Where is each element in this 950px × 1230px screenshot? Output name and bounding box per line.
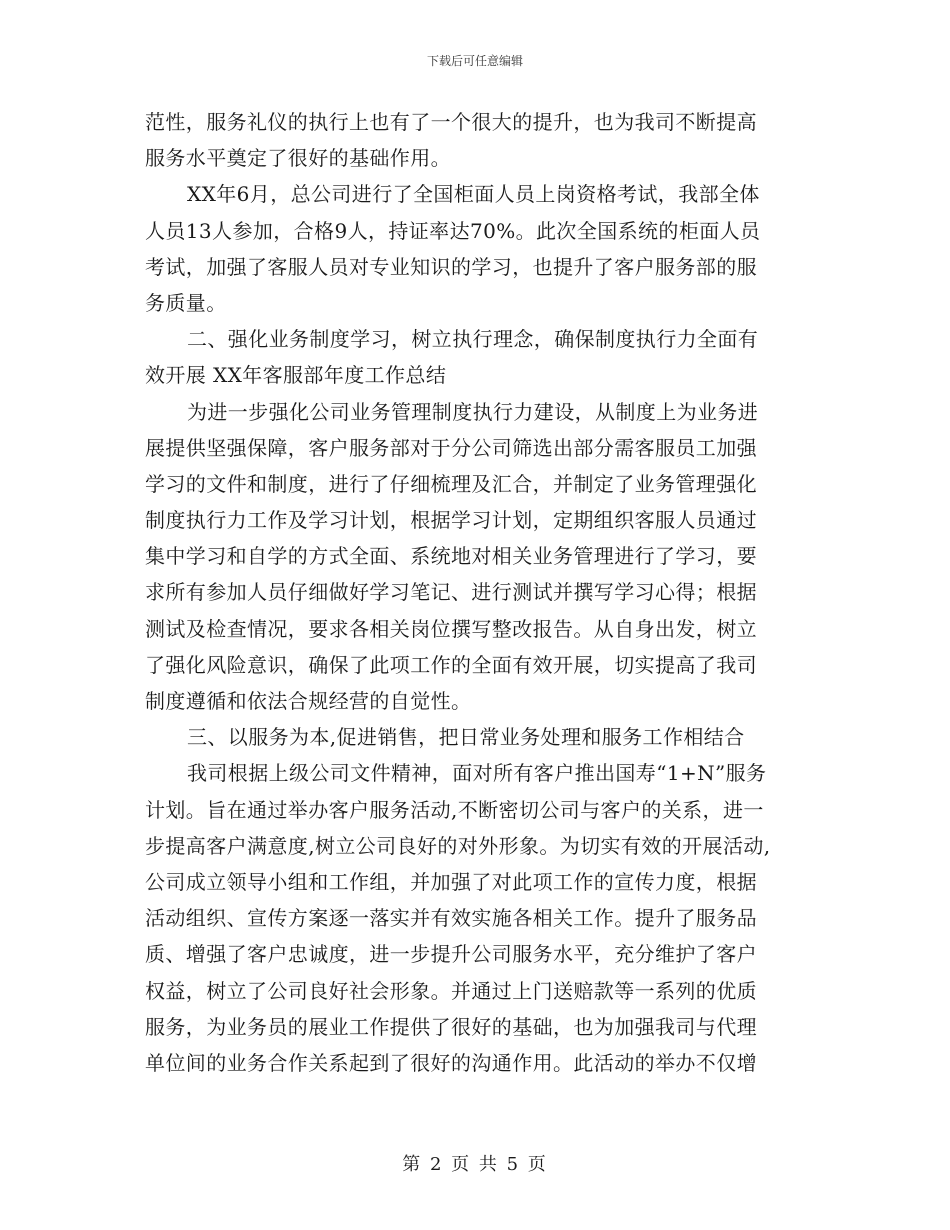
- text-line: 测试及检查情况，要求各相关岗位撰写整改报告。从自身出发，树立: [145, 616, 757, 641]
- text-line: 二、强化业务制度学习，树立执行理念，确保制度执行力全面有: [187, 327, 759, 352]
- text-line: 质、增强了客户忠诚度，进一步提升公司服务水平，充分维护了客户: [145, 942, 757, 967]
- text-line: 活动组织、宣传方案逐一落实并有效实施各相关工作。提升了服务品: [145, 906, 757, 931]
- page-header: 下载后可任意编辑: [426, 54, 523, 68]
- text-line: 服务水平奠定了很好的基础作用。: [145, 146, 451, 171]
- text-line: 计划。旨在通过举办客户服务活动,不断密切公司与客户的关系，进一: [145, 797, 764, 822]
- text-line: 范性，服务礼仪的执行上也有了一个很大的提升，也为我司不断提高: [145, 110, 757, 134]
- text-line: 步提高客户满意度,树立公司良好的对外形象。为切实有效的开展活动,: [145, 833, 771, 858]
- text-line: 制度遵循和依法合规经营的自觉性。: [145, 689, 472, 713]
- text-line: 服务，为业务员的展业工作提供了很好的基础，也为加强我司与代理: [145, 1014, 757, 1039]
- text-line: 集中学习和自学的方式全面、系统地对相关业务管理进行了学习，要: [145, 544, 757, 569]
- text-line: 单位间的业务合作关系起到了很好的沟通作用。此活动的举办不仅增: [145, 1050, 757, 1075]
- page-number: 第 2 页 共 5 页: [402, 1154, 548, 1175]
- text-line: 为进一步强化公司业务管理制度执行力建设，从制度上为业务进: [187, 399, 759, 424]
- text-line: XX年6月，总公司进行了全国柜面人员上岗资格考试，我部全体: [187, 182, 760, 207]
- text-line: 展提供坚强保障，客户服务部对于分公司筛选出部分需客服员工加强: [145, 435, 757, 460]
- text-line: 学习的文件和制度，进行了仔细梳理及汇合，并制定了业务管理强化: [145, 471, 757, 496]
- text-line: 三、以服务为本,促进销售，把日常业务处理和服务工作相结合: [187, 725, 745, 750]
- text-line: 人员13人参加，合格9人，持证率达70%。此次全国系统的柜面人员: [145, 218, 761, 243]
- text-line: 了强化风险意识，确保了此项工作的全面有效开展，切实提高了我司: [145, 652, 757, 677]
- text-line: 制度执行力工作及学习计划，根据学习计划，定期组织客服人员通过: [145, 508, 757, 533]
- text-line: 我司根据上级公司文件精神，面对所有客户推出国寿“1+N”服务: [187, 761, 767, 786]
- text-line: 效开展 XX年客服部年度工作总结: [145, 363, 447, 388]
- document-body: [145, 104, 815, 1081]
- text-line: 考试，加强了客服人员对专业知识的学习，也提升了客户服务部的服: [145, 254, 757, 279]
- text-line: 权益，树立了公司良好社会形象。并通过上门送赔款等一系列的优质: [145, 978, 757, 1003]
- text-line: 公司成立领导小组和工作组，并加强了对此项工作的宣传力度，根据: [145, 869, 757, 894]
- text-line: 务质量。: [145, 290, 227, 315]
- text-line: 求所有参加人员仔细做好学习笔记、进行测试并撰写学习心得；根据: [145, 580, 757, 605]
